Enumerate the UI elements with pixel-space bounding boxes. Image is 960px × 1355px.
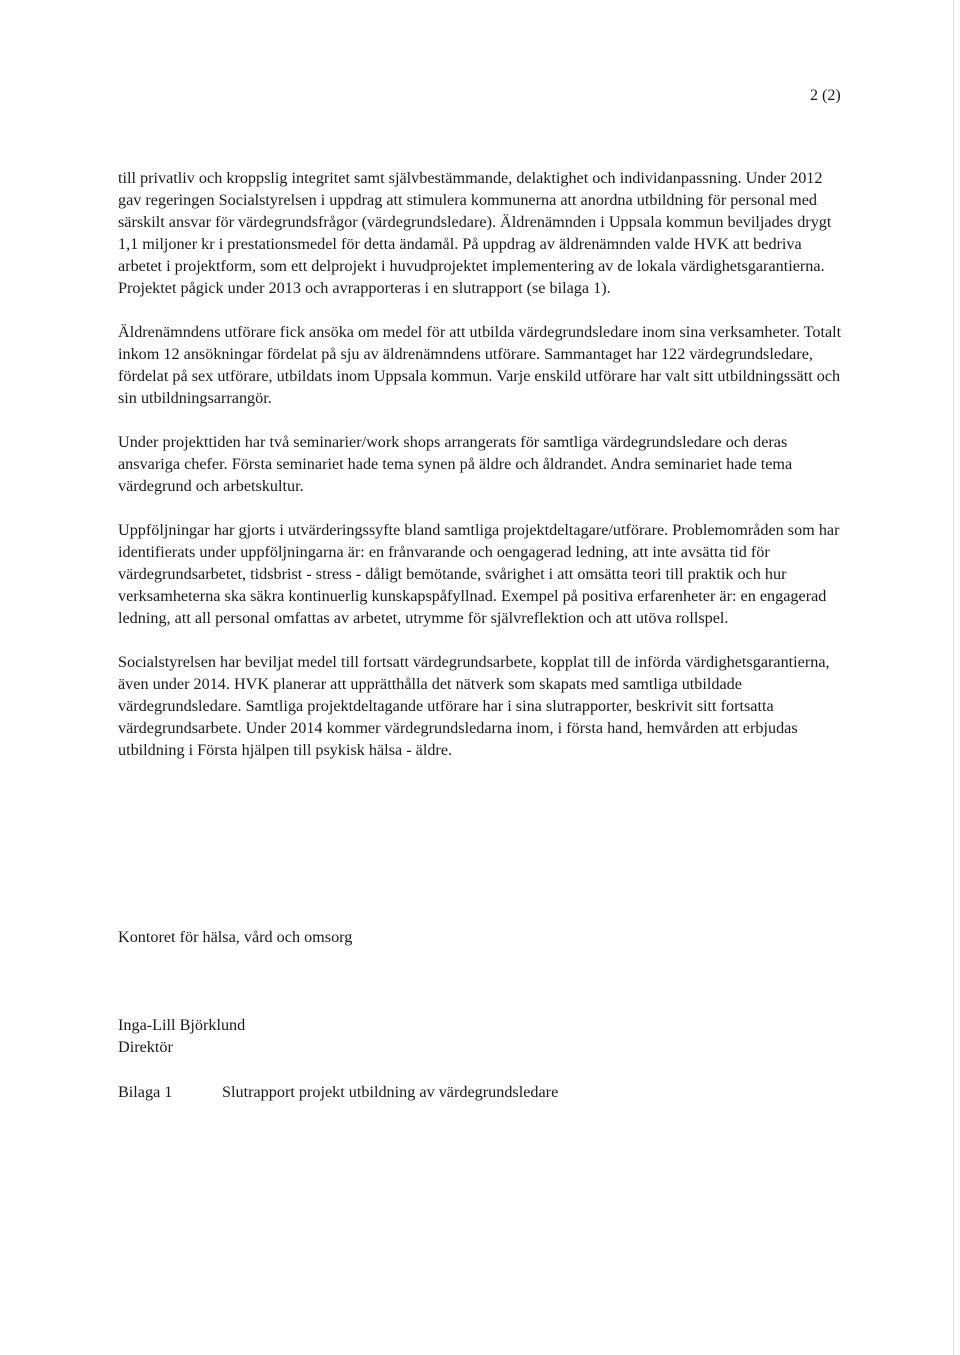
paragraph-4: Uppföljningar har gjorts i utvärderingssyfte bland samtliga projektdeltagare/utförare. Problemområden som har identifierats under uppföljningarna är: en frånvarande och oengagerad ledning, att inte avsätta tid för värdegrundsarbetet, tidsbrist - stress - dåligt bemötande, svårighet i att omsätta teori till praktik och hur verksamheterna ska säkra kontinuerlig kunskapspåfyllnad. Exempel på positiva erfarenheter är: en engagerad ledning, att all personal omfattas av arbetet, utrymme för självreflektion och att utöva rollspel. xyxy=(118,521,840,627)
page-edge-line xyxy=(953,0,954,1355)
signature-block xyxy=(118,1014,245,1058)
attachment-line xyxy=(118,1081,558,1103)
paragraph-5: Socialstyrelsen har beviljat medel till fortsatt värdegrundsarbete, kopplat till de införda värdighetsgarantierna, även under 2014. HVK planerar att upprätthålla det nätverk som skapats med samtliga utbildade värdegrundsledare. Samtliga projektdeltagande utförare har i sina slutrapporter, beskrivit sitt fortsatta värdegrundsarbete. Under 2014 kommer värdegrundsledarna inom, i första hand, hemvården att erbjudas utbildning i Första hjälpen till psykisk hälsa - äldre. xyxy=(118,653,830,759)
paragraph-1: till privatliv och kroppslig integritet samt självbestämmande, delaktighet och individanpassning. Under 2012 gav regeringen Socialstyrelsen i uppdrag att stimulera kommunerna att anordna utbildning för personal med särskilt ansvar för värdegrundsfrågor (värdegrundsledare). Äldrenämnden i Uppsala kommun beviljades drygt 1,1 miljoner kr i prestationsmedel för detta ändamål. På uppdrag av äldrenämnden valde HVK att bedriva arbetet i projektform, som ett delprojekt i huvudprojektet implementering av de lokala värdighetsgarantierna. Projektet pågick under 2013 och avrapporteras i en slutrapport (se bilaga 1). xyxy=(118,169,832,297)
signatory-title: Direktör xyxy=(118,1038,173,1056)
document-body xyxy=(118,167,848,761)
office-name: Kontoret för hälsa, vård och omsorg xyxy=(118,928,353,946)
paragraph-3: Under projekttiden har två seminarier/work shops arrangerats för samtliga värdegrundsledare och deras ansvariga chefer. Första seminariet hade tema synen på äldre och åldrandet. Andra seminariet hade tema värdegrund och arbetskultur. xyxy=(118,433,793,495)
signatory-name: Inga-Lill Björklund xyxy=(118,1016,246,1034)
paragraph-2: Äldrenämndens utförare fick ansöka om medel för att utbilda värdegrundsledare inom sina verksamheter. Totalt inkom 12 ansökningar fördelat på sju av äldrenämndens utförare. Sammantaget har 122 värdegrundsledare, fördelat på sex utförare, utbildats inom Uppsala kommun. Varje enskild utförare har valt sitt utbildningssätt och sin utbildningsarrangör. xyxy=(118,323,842,407)
attachment-label: Bilaga 1 xyxy=(118,1083,173,1101)
page-number: 2 (2) xyxy=(810,87,841,104)
attachment-title: Slutrapport projekt utbildning av värdegrundsledare xyxy=(222,1083,559,1101)
